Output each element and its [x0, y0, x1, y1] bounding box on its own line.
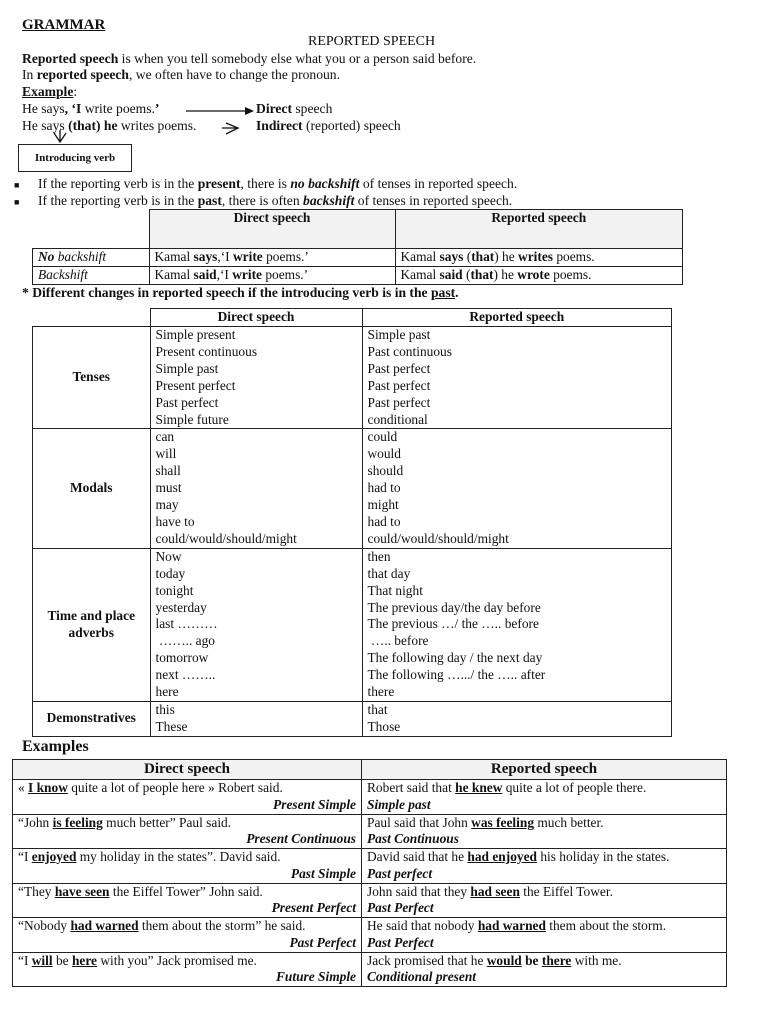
- backshift-table: [32, 209, 683, 285]
- example-reported: He said that nobody had warned them about the storm. Past Perfect: [362, 918, 727, 953]
- tense-label: Past Continuous: [367, 831, 459, 847]
- group-label: Time and place adverbs: [33, 548, 151, 701]
- group-row: [33, 429, 672, 548]
- example-row: [13, 849, 727, 884]
- rule-text: , there is: [240, 176, 291, 191]
- example-row: [13, 814, 727, 849]
- direct-list: Now today tonight yesterday last ……… …….. ago tomorrow next …….. here: [150, 548, 362, 701]
- rule-text: of tenses in reported speech.: [354, 193, 513, 208]
- indirect-target-rest: (reported) speech: [302, 118, 401, 133]
- header-reported: Reported speech: [362, 760, 727, 780]
- rule-text: If the reporting verb is in the: [38, 193, 198, 208]
- example-direct: “They have seen the Eiffel Tower” John said. Present Perfect: [13, 883, 362, 918]
- heading-text: in reported speech if the introducing verb is in the: [134, 285, 431, 300]
- example-indirect-bold: (that) he: [68, 118, 118, 133]
- example-row: [13, 918, 727, 953]
- example-colon: :: [73, 84, 78, 99]
- rule-text: , there is often: [221, 193, 304, 208]
- tense-label: Past Perfect: [367, 934, 434, 950]
- cell-reported: Kamal says (that) he writes poems.: [395, 249, 683, 267]
- example-direct: « I know quite a lot of people here » Robert said. Present Simple: [13, 780, 362, 815]
- header-reported: Reported speech: [395, 210, 683, 249]
- group-label: Tenses: [33, 327, 151, 429]
- tense-label: Present Continuous: [246, 831, 356, 847]
- reported-list: Simple past Past continuous Past perfect Past perfect Past perfect conditional: [362, 327, 672, 429]
- def2-prefix: In: [22, 67, 37, 82]
- direct-list: this These: [150, 701, 362, 736]
- def2-term: reported speech: [36, 67, 129, 82]
- tense-label: Past Simple: [290, 865, 356, 881]
- def1-term: Reported speech: [22, 51, 119, 66]
- example-direct-mid: write poems.: [81, 101, 155, 116]
- rule-text: If the reporting verb is in the: [38, 176, 198, 191]
- changes-heading: [22, 285, 459, 302]
- rule-tense: present: [197, 176, 241, 191]
- tense-label: Conditional present: [367, 969, 477, 985]
- group-row: [33, 327, 672, 429]
- example-direct-quote: ’: [154, 101, 160, 116]
- example-direct: “I will be here with you” Jack promised me. Future Simple: [13, 952, 362, 987]
- arrow-right-icon: [186, 107, 254, 115]
- header-direct: Direct speech: [13, 760, 362, 780]
- heading-text: .: [455, 285, 459, 300]
- example-label-text: Example: [22, 84, 74, 99]
- rule-emphasis: backshift: [303, 193, 355, 208]
- heading-past: past: [430, 285, 456, 300]
- direct-target-rest: speech: [291, 101, 333, 116]
- def2-text: , we often have to change the pronoun.: [128, 67, 340, 82]
- example-reported: David said that he had enjoyed his holiday in the states. Past perfect: [362, 849, 727, 884]
- examples-heading: Examples: [22, 738, 89, 755]
- rule-emphasis: no backshift: [290, 176, 360, 191]
- rule-past: [38, 193, 512, 210]
- heading-text: changes: [88, 285, 135, 300]
- direct-list: can will shall must may have to could/would/should/might: [150, 429, 362, 548]
- group-label: Demonstratives: [33, 701, 151, 736]
- example-direct-pre: He says: [22, 101, 65, 116]
- example-row: [13, 883, 727, 918]
- cell-direct: Kamal said,‘I write poems.’: [149, 266, 395, 284]
- section-heading: GRAMMAR: [22, 17, 106, 33]
- cell-direct: Kamal says,‘I write poems.’: [149, 249, 395, 267]
- empty-corner: [33, 309, 151, 327]
- example-indirect-pre: He says: [22, 118, 69, 133]
- example-row: [13, 952, 727, 987]
- reported-list: could would should had to might had to could/would/should/might: [362, 429, 672, 548]
- reported-list: that Those: [362, 701, 672, 736]
- example-direct: “John is feeling much better” Paul said. Present Continuous: [13, 814, 362, 849]
- tense-label: Present Simple: [273, 796, 356, 812]
- group-label: Modals: [33, 429, 151, 548]
- reported-list: then that day That night The previous day/the day before The previous …/ the ….. before ….. before The following day / the next day The following ….../ the ….. after there: [362, 548, 672, 701]
- header-direct: Direct speech: [149, 210, 395, 249]
- example-indirect-mid: writes poems.: [117, 118, 197, 133]
- bullet-icon: ■: [14, 180, 20, 190]
- changes-table: [32, 308, 672, 737]
- header-reported: Reported speech: [362, 309, 672, 327]
- rule-tense: past: [197, 193, 222, 208]
- group-row: [33, 548, 672, 701]
- header-direct: Direct speech: [150, 309, 362, 327]
- tense-label: Past Perfect: [289, 934, 356, 950]
- indirect-target-bold: Indirect: [256, 118, 303, 133]
- example-direct: “I enjoyed my holiday in the states”. David said. Past Simple: [13, 849, 362, 884]
- def1-text: is when you tell somebody else what you or a person said before.: [118, 51, 477, 66]
- direct-list: Simple present Present continuous Simple past Present perfect Past perfect Simple future: [150, 327, 362, 429]
- example-reported: Robert said that he knew quite a lot of people there. Simple past: [362, 780, 727, 815]
- tense-label: Simple past: [367, 796, 431, 812]
- star: *: [22, 285, 33, 300]
- chevron-right-icon: [222, 123, 238, 134]
- row-label-no-backshift: No backshift: [33, 249, 150, 267]
- example-row: [13, 780, 727, 815]
- examples-table: [12, 759, 727, 987]
- introducing-verb-box: Introducing verb: [18, 144, 132, 172]
- row-label-backshift: Backshift: [33, 266, 150, 284]
- example-direct-bold: , ‘I: [64, 101, 82, 116]
- example-reported: Jack promised that he would be there with me. Conditional present: [362, 952, 727, 987]
- arrow-down-icon: [54, 130, 66, 142]
- heading-text: Different: [32, 285, 89, 300]
- cell-reported: Kamal said (that) he wrote poems.: [395, 266, 683, 284]
- bullet-icon: ■: [14, 197, 20, 207]
- example-reported: John said that they had seen the Eiffel Tower. Past Perfect: [362, 883, 727, 918]
- rule-present: [38, 176, 517, 193]
- tense-label: Past perfect: [367, 865, 433, 881]
- direct-target-bold: Direct: [256, 101, 292, 116]
- group-row: [33, 701, 672, 736]
- tense-label: Future Simple: [276, 969, 356, 985]
- example-reported: Paul said that John was feeling much better. Past Continuous: [362, 814, 727, 849]
- empty-corner: [33, 210, 150, 249]
- tense-label: Past Perfect: [367, 900, 434, 916]
- tense-label: Present Perfect: [271, 900, 356, 916]
- page-title: REPORTED SPEECH: [308, 34, 436, 49]
- example-direct: “Nobody had warned them about the storm” he said. Past Perfect: [13, 918, 362, 953]
- rule-text: of tenses in reported speech.: [359, 176, 518, 191]
- example-arrows: [0, 0, 300, 150]
